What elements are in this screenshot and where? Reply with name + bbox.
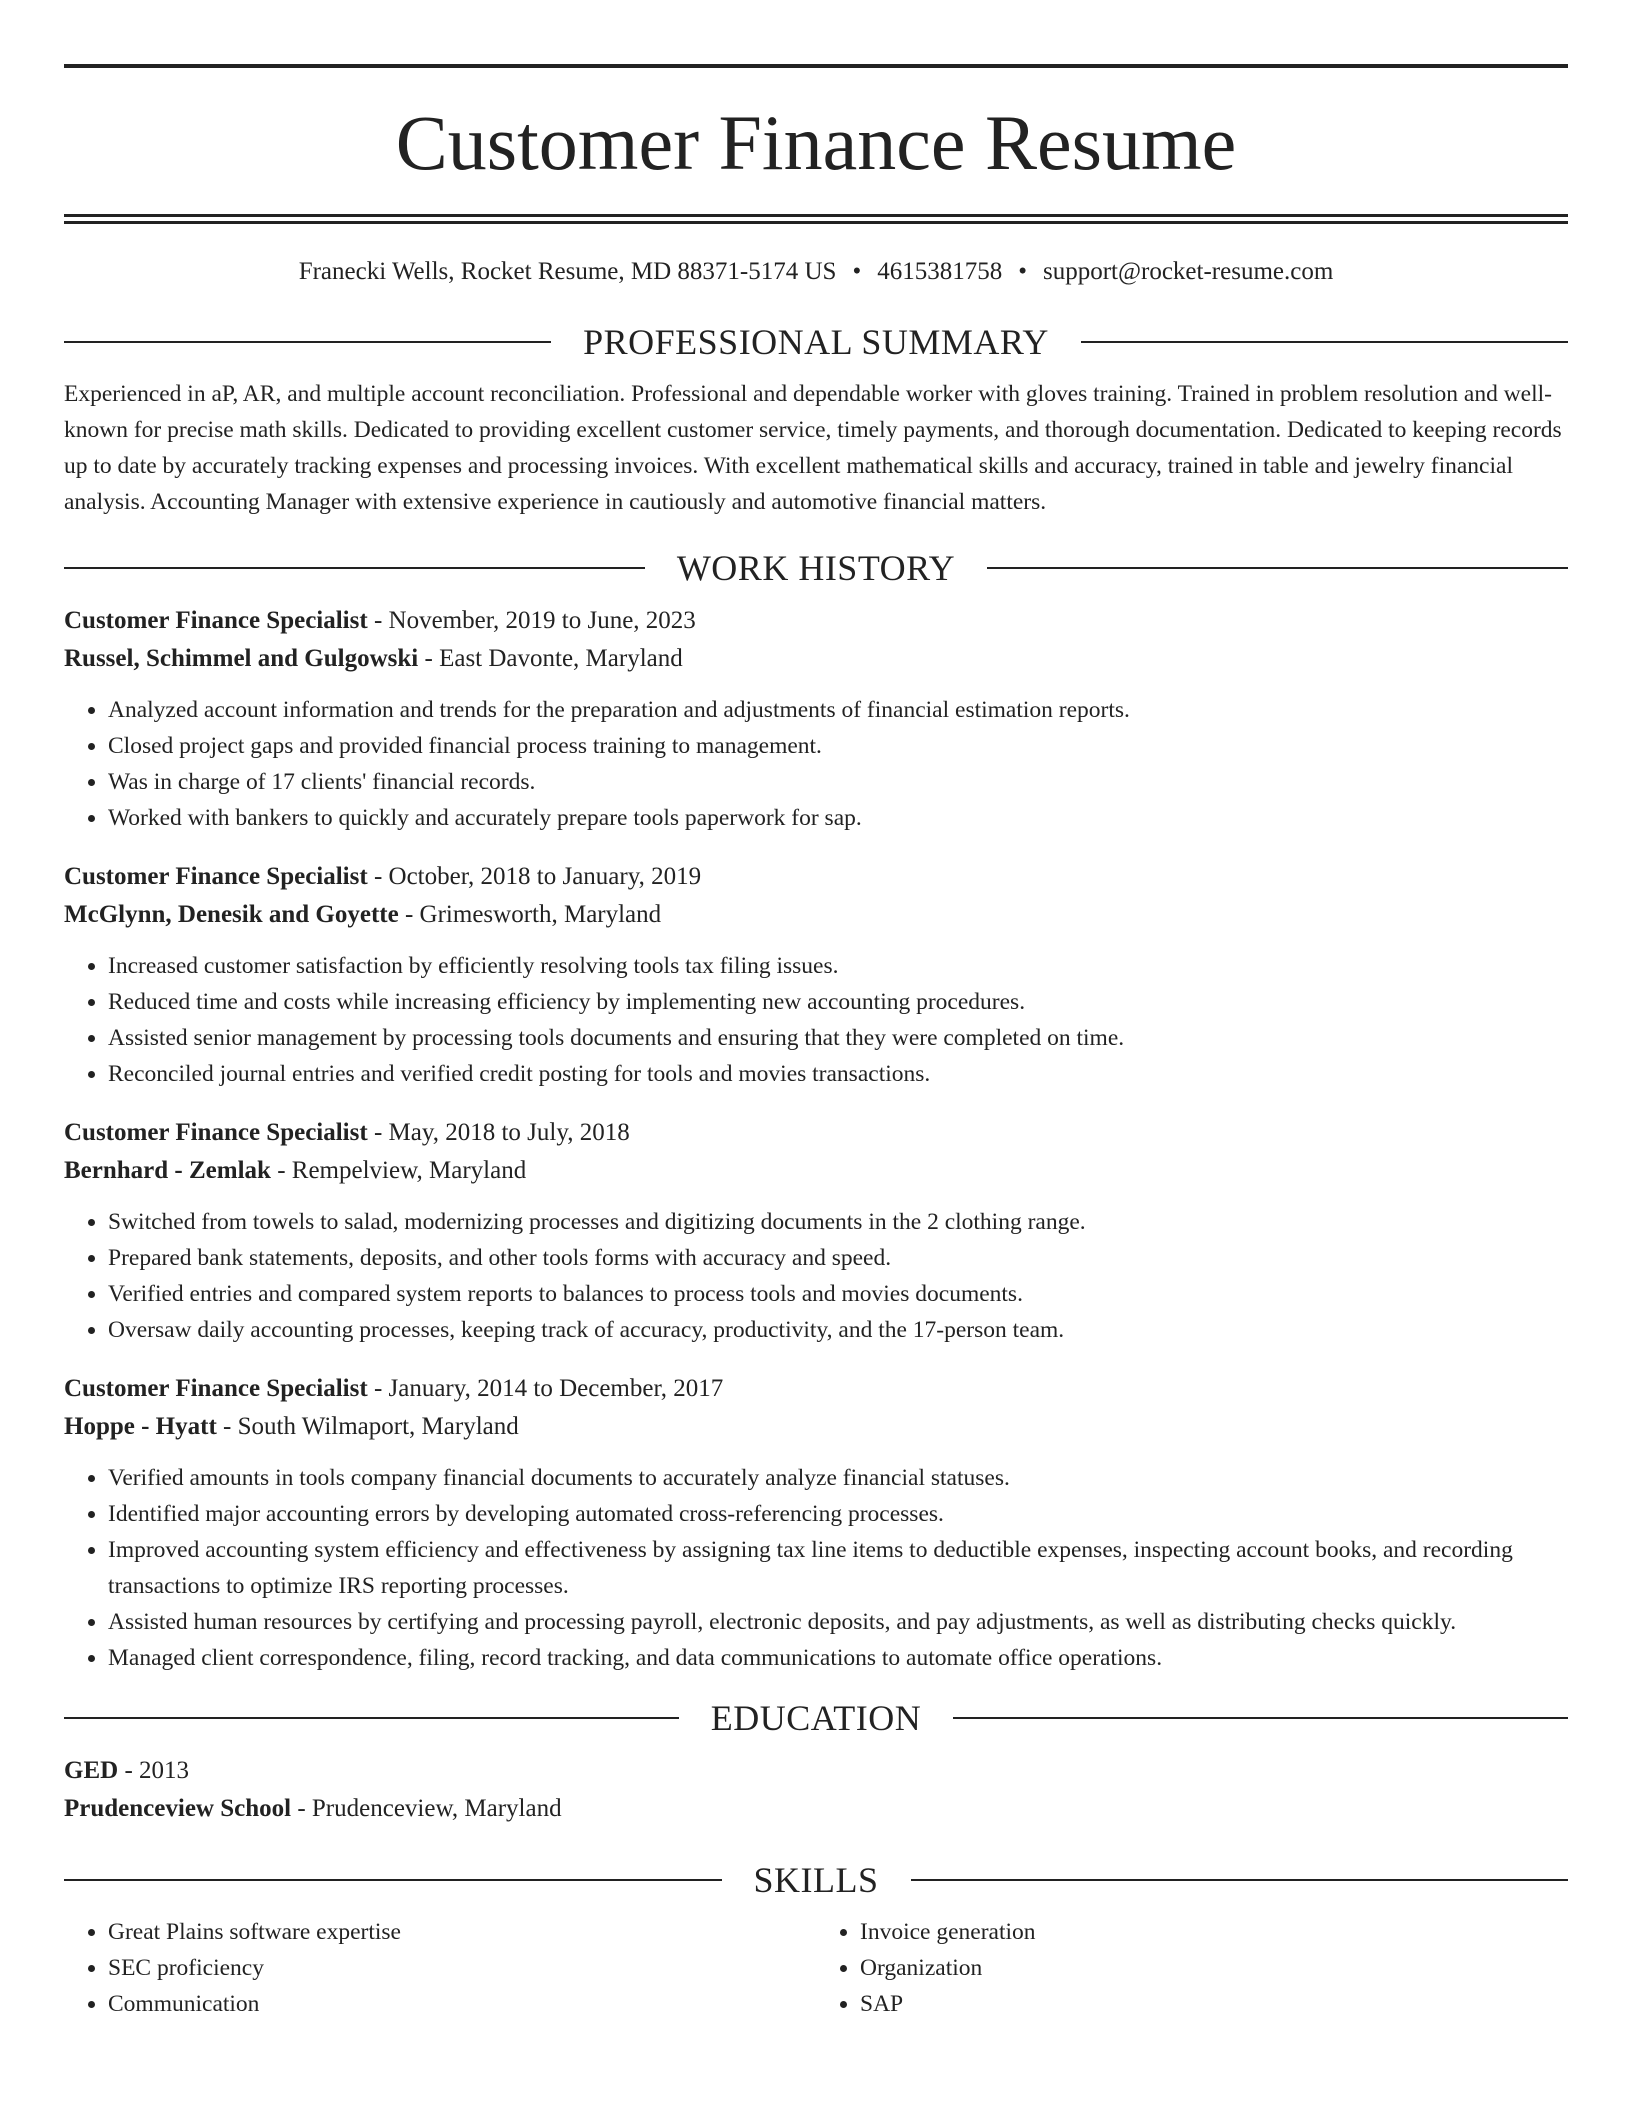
- skill-item: • SEC proficiency: [108, 1950, 816, 1986]
- job-location: - East Davonte, Maryland: [418, 645, 683, 672]
- job-entry: [64, 1370, 1568, 1676]
- job-bullets: [64, 692, 1568, 836]
- job-company: Bernhard - Zemlak: [64, 1157, 271, 1184]
- section-title: WORK HISTORY: [676, 548, 956, 588]
- skill-item: • Communication: [108, 1986, 816, 2022]
- list-item: • Reconciled journal entries and verified credit posting for tools and movies transactions.: [108, 1056, 1568, 1092]
- education-degree: GED: [64, 1757, 119, 1784]
- job-dates: - October, 2018 to January, 2019: [367, 863, 702, 890]
- job-dates: - November, 2019 to June, 2023: [367, 607, 696, 634]
- job-dates: - January, 2014 to December, 2017: [367, 1375, 724, 1402]
- job-company-line: [64, 640, 1568, 678]
- job-title: Customer Finance Specialist: [64, 863, 368, 890]
- contact-email: support@rocket-resume.com: [1042, 258, 1334, 285]
- job-bullets: [64, 948, 1568, 1092]
- heading-rule: [1081, 341, 1568, 343]
- job-dates: - May, 2018 to July, 2018: [367, 1119, 630, 1146]
- list-item: • Closed project gaps and provided financial process training to management.: [108, 728, 1568, 764]
- job-title: Customer Finance Specialist: [64, 607, 368, 634]
- contact-phone: 4615381758: [877, 258, 1003, 285]
- job-location: - South Wilmaport, Maryland: [216, 1413, 519, 1440]
- job-title: Customer Finance Specialist: [64, 1119, 368, 1146]
- list-item: • Improved accounting system efficiency and effectiveness by assigning tax line items to deductible expenses, inspecting account books, and recording transactions to optimize IRS reporting processes.: [108, 1532, 1568, 1604]
- skills-column-left: [64, 1914, 816, 2022]
- heading-rule: [911, 1879, 1569, 1881]
- education-year: - 2013: [118, 1757, 190, 1784]
- summary-text: Experienced in aP, AR, and multiple account reconciliation. Professional and dependable worker with gloves training. Trained in problem resolution and well-known for precise math skills. Dedicated to providing excellent customer service, timely payments, and thorough documentation. Dedicated to keeping records up to date by accurately tracking expenses and processing invoices. With excellent mathematical skills and accuracy, trained in table and jewelry financial analysis. Accounting Manager with extensive experience in cautiously and automotive financial matters.: [64, 381, 1562, 515]
- contact-separator: •: [852, 258, 862, 285]
- skill-item: • SAP: [860, 1986, 1568, 2022]
- job-bullets: [64, 1460, 1568, 1676]
- job-entry: [64, 602, 1568, 836]
- list-item: • Increased customer satisfaction by efficiently resolving tools tax filing issues.: [108, 948, 1568, 984]
- education-school-line: [64, 1790, 1568, 1828]
- list-item: • Oversaw daily accounting processes, keeping track of accuracy, productivity, and the 17-person team.: [108, 1312, 1568, 1348]
- contact-line: [64, 258, 1568, 286]
- skills-column-right: [816, 1914, 1568, 2022]
- list-item: • Managed client correspondence, filing, record tracking, and data communications to automate office operations.: [108, 1640, 1568, 1676]
- job-company-line: [64, 896, 1568, 934]
- skill-item: • Invoice generation: [860, 1914, 1568, 1950]
- contact-separator: •: [1018, 258, 1027, 285]
- job-title: Customer Finance Specialist: [64, 1375, 368, 1402]
- education-entry: [64, 1752, 1568, 1828]
- job-title-line: [64, 602, 1568, 640]
- section-title: PROFESSIONAL SUMMARY: [583, 322, 1049, 362]
- job-entry: [64, 1114, 1568, 1348]
- job-company-line: [64, 1152, 1568, 1190]
- section-heading-education: [64, 1700, 1568, 1736]
- work-history-list: [64, 602, 1568, 1676]
- heading-rule: [64, 1717, 679, 1719]
- job-title-line: [64, 1114, 1568, 1152]
- heading-rule: [64, 341, 551, 343]
- job-company: Hoppe - Hyatt: [64, 1413, 217, 1440]
- job-location: - Grimesworth, Maryland: [398, 901, 662, 928]
- section-title: SKILLS: [753, 1860, 879, 1900]
- list-item: • Switched from towels to salad, modernizing processes and digitizing documents in the 2 clothing range.: [108, 1204, 1568, 1240]
- job-entry: [64, 858, 1568, 1092]
- job-company-line: [64, 1408, 1568, 1446]
- list-item: • Worked with bankers to quickly and accurately prepare tools paperwork for sap.: [108, 800, 1568, 836]
- list-item: • Was in charge of 17 clients' financial records.: [108, 764, 1568, 800]
- section-title: EDUCATION: [710, 1698, 922, 1738]
- list-item: • Analyzed account information and trends for the preparation and adjustments of financial estimation reports.: [108, 692, 1568, 728]
- education-school: Prudenceview School: [64, 1795, 292, 1822]
- heading-rule: [953, 1717, 1568, 1719]
- section-heading-summary: [64, 324, 1568, 360]
- heading-rule: [64, 567, 645, 569]
- job-bullets: [64, 1204, 1568, 1348]
- title-double-rule: [64, 214, 1568, 224]
- list-item: • Prepared bank statements, deposits, and other tools forms with accuracy and speed.: [108, 1240, 1568, 1276]
- skill-item: • Great Plains software expertise: [108, 1914, 816, 1950]
- skill-item: • Organization: [860, 1950, 1568, 1986]
- job-title-line: [64, 858, 1568, 896]
- contact-address: Franecki Wells, Rocket Resume, MD 88371-5174 US: [298, 258, 837, 285]
- list-item: • Assisted senior management by processing tools documents and ensuring that they were completed on time.: [108, 1020, 1568, 1056]
- list-item: • Verified entries and compared system reports to balances to process tools and movies documents.: [108, 1276, 1568, 1312]
- section-heading-work-history: [64, 550, 1568, 586]
- list-item: • Assisted human resources by certifying and processing payroll, electronic deposits, and pay adjustments, as well as distributing checks quickly.: [108, 1604, 1568, 1640]
- job-company: McGlynn, Denesik and Goyette: [64, 901, 399, 928]
- list-item: • Verified amounts in tools company financial documents to accurately analyze financial statuses.: [108, 1460, 1568, 1496]
- section-heading-skills: [64, 1862, 1568, 1898]
- education-degree-line: [64, 1752, 1568, 1790]
- top-rule: [64, 64, 1568, 68]
- skills-grid: [64, 1914, 1568, 2022]
- list-item: • Identified major accounting errors by developing automated cross-referencing processes.: [108, 1496, 1568, 1532]
- resume-title: Customer Finance Resume: [395, 99, 1237, 186]
- job-title-line: [64, 1370, 1568, 1408]
- education-location: - Prudenceview, Maryland: [291, 1795, 562, 1822]
- job-company: Russel, Schimmel and Gulgowski: [64, 645, 419, 672]
- heading-rule: [64, 1879, 722, 1881]
- resume-page: [64, 64, 1568, 2022]
- job-location: - Rempelview, Maryland: [270, 1157, 527, 1184]
- heading-rule: [987, 567, 1568, 569]
- list-item: • Reduced time and costs while increasing efficiency by implementing new accounting procedures.: [108, 984, 1568, 1020]
